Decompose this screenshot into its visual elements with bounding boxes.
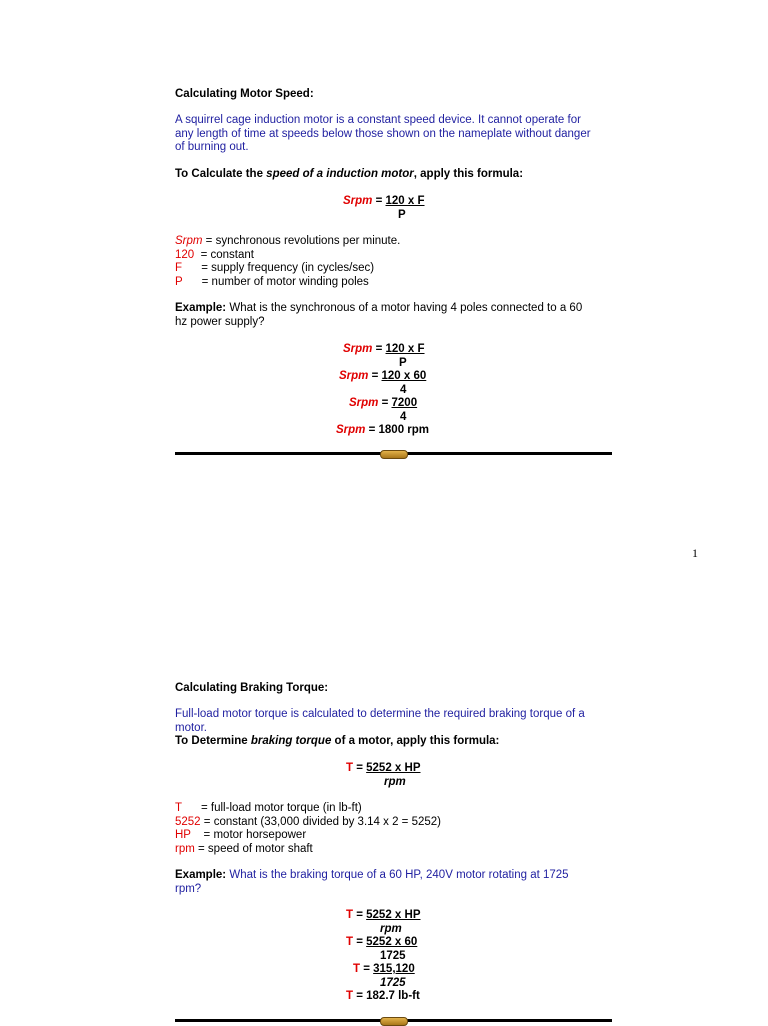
intro-paragraph: Full-load motor torque is calculated to determine the required braking torque of a motor. [175, 708, 585, 734]
example-question: Example: What is the braking torque of a 60 HP, 240V motor rotating at 1725 rpm? [175, 869, 569, 895]
section-heading: Calculating Motor Speed: [175, 88, 314, 100]
formula: Srpm = 120 x F P [343, 195, 425, 221]
intro-paragraph: A squirrel cage induction motor is a constant speed device. It cannot operate for any length of time at speeds below those shown on the nameplate without danger of burning out. [175, 114, 591, 153]
worked-solution: Srpm = 120 x F P Srpm = 120 x 60 4 Srpm = 7200 4 Srpm = 1800 rpm [336, 343, 430, 436]
divider-ornament [380, 450, 408, 459]
section-motor-speed [175, 88, 595, 100]
instruction-line: To Determine braking torque of a motor, apply this formula: [175, 735, 500, 747]
formula: T = 5252 x HP rpm [346, 762, 421, 788]
definition-list: Srpm = synchronous revolutions per minute. 120 = constant F = supply frequency (in cycles/sec) P = number of motor winding poles [175, 235, 401, 288]
divider-ornament [380, 1017, 408, 1026]
worked-solution: T = 5252 x HP rpm T = 5252 x 60 1725 T = 315,120 1725 T = 182.7 lb-ft [346, 909, 421, 1002]
example-question: Example: What is the synchronous of a motor having 4 poles connected to a 60 hz power supply? [175, 302, 583, 328]
section-braking-torque [175, 682, 595, 694]
instruction-line: To Calculate the speed of a induction motor, apply this formula: [175, 168, 524, 180]
definition-list: T = full-load motor torque (in lb-ft) 5252 = constant (33,000 divided by 3.14 x 2 = 5252) HP = motor horsepower rpm = speed of motor shaft [175, 802, 441, 855]
section-heading: Calculating Braking Torque: [175, 682, 329, 694]
page-number: 1 [692, 546, 698, 560]
